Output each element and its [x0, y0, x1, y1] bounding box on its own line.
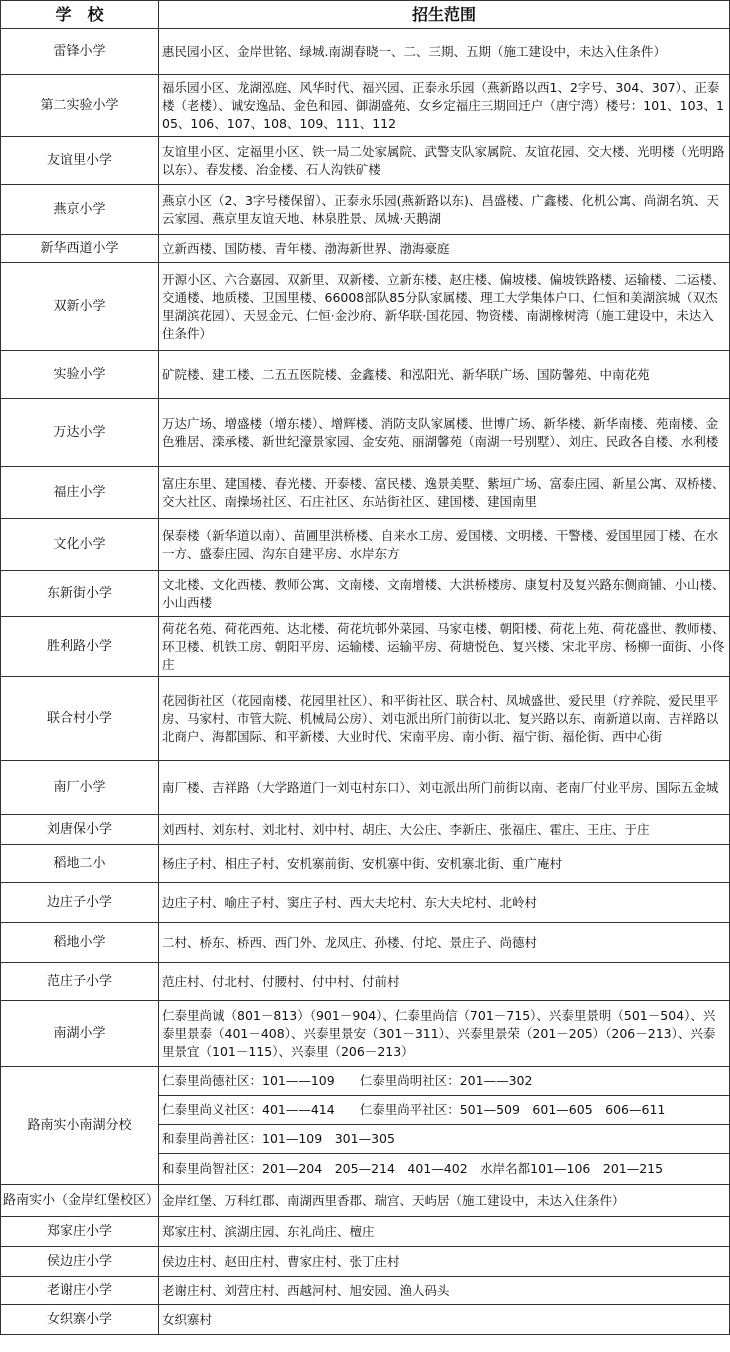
- school-name-cell: 老谢庄小学: [1, 1277, 159, 1305]
- table-row: [1, 75, 730, 137]
- header-range: 招生范围: [159, 1, 730, 29]
- table-row: [1, 677, 730, 761]
- table-row: [1, 351, 730, 399]
- table-row: [1, 845, 730, 883]
- enrollment-range-cell: 刘西村、刘东村、刘北村、刘中村、胡庄、大公庄、李新庄、张福庄、霍庄、王庄、于庄: [159, 815, 730, 845]
- enrollment-range-cell: 荷花名苑、荷花西苑、达北楼、荷花坑邨外菜园、马家屯楼、朝阳楼、荷花上苑、荷花盛世、教师楼、环卫楼、机铁工房、朝阳平房、运输楼、运输平房、荷塘悦色、复兴楼、宋北平房、杨柳一面街、小佟庄: [159, 617, 730, 677]
- table-row: [1, 1305, 730, 1335]
- table-row: [1, 1185, 730, 1217]
- header-school: 学 校: [1, 1, 159, 29]
- school-name-cell: 路南实小（金岸红堡校区）: [1, 1185, 159, 1217]
- table-row: [1, 1067, 730, 1096]
- school-name-cell: 郑家庄小学: [1, 1217, 159, 1247]
- school-name-cell: 稻地二小: [1, 845, 159, 883]
- school-name-cell: 福庄小学: [1, 467, 159, 519]
- enrollment-range-cell: 边庄子村、喻庄子村、窦庄子村、西大夫坨村、东大夫坨村、北岭村: [159, 883, 730, 923]
- school-name-cell: 南湖小学: [1, 1001, 159, 1067]
- table-row: [1, 29, 730, 75]
- school-name-cell: 范庄子小学: [1, 963, 159, 1001]
- enrollment-range-cell: 二村、桥东、桥西、西门外、龙凤庄、孙楼、付坨、景庄子、尚德村: [159, 923, 730, 963]
- enrollment-range-cell: 和泰里尚智社区：201—204 205—214 401—402 水岸名都101—106 201—215: [159, 1154, 730, 1185]
- school-name-cell: 友谊里小学: [1, 137, 159, 185]
- enrollment-range-cell: 友谊里小区、定福里小区、铁一局二处家属院、武警支队家属院、友谊花园、交大楼、光明楼（光明路以东）、春发楼、冶金楼、石人沟铁矿楼: [159, 137, 730, 185]
- school-name-cell: 路南实小南湖分校: [1, 1067, 159, 1185]
- enrollment-range-cell: 立新西楼、国防楼、青年楼、渤海新世界、渤海豪庭: [159, 235, 730, 263]
- table-row: [1, 923, 730, 963]
- table-row: [1, 235, 730, 263]
- enrollment-range-cell: 南厂楼、吉祥路（大学路道门一刘屯村东口）、刘屯派出所门前街以南、老南厂付业平房、国际五金城: [159, 761, 730, 815]
- table-row: [1, 1001, 730, 1067]
- table-row: [1, 137, 730, 185]
- school-name-cell: 文化小学: [1, 519, 159, 571]
- school-name-cell: 第二实验小学: [1, 75, 159, 137]
- table-row: [1, 617, 730, 677]
- enrollment-range-cell: 福乐园小区、龙湖泓庭、风华时代、福兴园、正泰永乐园（燕新路以西1、2字号、304、307）、正泰楼（老楼）、诚安逸品、金色和园、御湖盛苑、女乡定福庄三期回迁户（唐宁湾）楼号：101、103、105、106、107、108、109、111、112: [159, 75, 730, 137]
- school-name-cell: 稻地小学: [1, 923, 159, 963]
- enrollment-range-cell: 仁泰里尚诚（801－813）（901－904）、仁泰里尚信（701－715）、兴泰里景明（501－504）、兴泰里景泰（401－408）、兴泰里景安（301－311）、兴泰里景荣（201－205）（206－213）、兴泰里景宜（101－115）、兴泰里（206－213）: [159, 1001, 730, 1067]
- school-name-cell: 南厂小学: [1, 761, 159, 815]
- enrollment-range-cell: 仁泰里尚义社区：401——414 仁泰里尚平社区：501—509 601—605 606—611: [159, 1096, 730, 1125]
- school-name-cell: 联合村小学: [1, 677, 159, 761]
- enrollment-range-cell: 花园街社区（花园南楼、花园里社区）、和平街社区、联合村、凤城盛世、爱民里（疗养院、爱民里平房、马家村、市管大院、机械局公房）、刘屯派出所门前街以北、复兴路以东、南新道以南、吉祥路以北商户、海都国际、和平新楼、大业时代、宋南平房、南小街、福宁街、福伦街、西中心街: [159, 677, 730, 761]
- enrollment-range-cell: 范庄村、付北村、付腰村、付中村、付前村: [159, 963, 730, 1001]
- table-row: [1, 963, 730, 1001]
- school-name-cell: 边庄子小学: [1, 883, 159, 923]
- enrollment-range-cell: 郑家庄村、滨湖庄园、东礼尚庄、檀庄: [159, 1217, 730, 1247]
- enrollment-range-cell: 仁泰里尚德社区：101——109 仁泰里尚明社区：201——302: [159, 1067, 730, 1096]
- enrollment-range-cell: 杨庄子村、相庄子村、安机寨前街、安机寨中街、安机寨北街、重广庵村: [159, 845, 730, 883]
- table-row: [1, 571, 730, 617]
- enrollment-range-cell: 女织寨村: [159, 1305, 730, 1335]
- table-row: [1, 1247, 730, 1277]
- table-row: [1, 1217, 730, 1247]
- school-name-cell: 双新小学: [1, 263, 159, 351]
- enrollment-range-cell: 金岸红堡、万科红郡、南湖西里香郡、瑞宫、天屿居（施工建设中，未达入住条件）: [159, 1185, 730, 1217]
- school-name-cell: 侯边庄小学: [1, 1247, 159, 1277]
- school-name-cell: 胜利路小学: [1, 617, 159, 677]
- table-row: [1, 185, 730, 235]
- table-row: [1, 1277, 730, 1305]
- enrollment-range-cell: 文北楼、文化西楼、教师公寓、文南楼、文南增楼、大洪桥楼房、康复村及复兴路东侧商铺、小山楼、小山西楼: [159, 571, 730, 617]
- school-name-cell: 雷锋小学: [1, 29, 159, 75]
- enrollment-range-cell: 保泰楼（新华道以南）、苗圃里洪桥楼、自来水工房、爱国楼、文明楼、干警楼、爱国里园丁楼、在水一方、盛泰庄园、沟东自建平房、水岸东方: [159, 519, 730, 571]
- table-row: [1, 883, 730, 923]
- enrollment-range-cell: 侯边庄村、赵田庄村、曹家庄村、张丁庄村: [159, 1247, 730, 1277]
- header-row: [1, 1, 730, 29]
- school-name-cell: 东新街小学: [1, 571, 159, 617]
- school-name-cell: 实验小学: [1, 351, 159, 399]
- school-name-cell: 万达小学: [1, 399, 159, 467]
- table-row: [1, 519, 730, 571]
- enrollment-range-cell: 燕京小区（2、3字号楼保留）、正泰永乐园(燕新路以东)、昌盛楼、广鑫楼、化机公寓、尚湖名筑、天云家园、燕京里友谊天地、林泉胜景、凤城·天鹅湖: [159, 185, 730, 235]
- table-row: [1, 761, 730, 815]
- enrollment-range-cell: 惠民园小区、金岸世铭、绿城.南湖春晓一、二、三期、五期（施工建设中，未达入住条件）: [159, 29, 730, 75]
- enrollment-range-cell: 矿院楼、建工楼、二五五医院楼、金鑫楼、和泓阳光、新华联广场、国防馨苑、中南花苑: [159, 351, 730, 399]
- school-name-cell: 新华西道小学: [1, 235, 159, 263]
- enrollment-range-cell: 和泰里尚善社区：101—109 301—305: [159, 1125, 730, 1154]
- table-row: [1, 399, 730, 467]
- table-body: [1, 29, 730, 1335]
- enrollment-range-cell: 富庄东里、建国楼、春光楼、开泰楼、富民楼、逸景美墅、紫垣广场、富泰庄园、新星公寓、双桥楼、交大社区、南操场社区、石庄社区、东站街社区、建国楼、建国南里: [159, 467, 730, 519]
- enrollment-range-cell: 开源小区、六合嘉园、双新里、双新楼、立新东楼、赵庄楼、偏坡楼、偏坡铁路楼、运输楼、二运楼、交通楼、地质楼、卫国里楼、66008部队85分队家属楼、理工大学集体户口、仁恒和美湖滨城（双杰里湖滨花园）、天昱金元、仁恒·金沙府、新华联·国花园、物资楼、南湖橡树湾（施工建设中，未达入住条件）: [159, 263, 730, 351]
- table-row: [1, 467, 730, 519]
- enrollment-range-cell: 万达广场、增盛楼（增东楼）、增辉楼、消防支队家属楼、世博广场、新华楼、新华南楼、苑南楼、金色雅居、滦承楼、新世纪濠景家园、金安苑、丽湖馨苑（南湖一号别墅）、刘庄、民政各自楼、水利楼: [159, 399, 730, 467]
- school-name-cell: 女织寨小学: [1, 1305, 159, 1335]
- table-row: [1, 815, 730, 845]
- table-row: [1, 263, 730, 351]
- school-name-cell: 刘唐保小学: [1, 815, 159, 845]
- enrollment-range-cell: 老谢庄村、刘营庄村、西越河村、旭安园、渔人码头: [159, 1277, 730, 1305]
- school-name-cell: 燕京小学: [1, 185, 159, 235]
